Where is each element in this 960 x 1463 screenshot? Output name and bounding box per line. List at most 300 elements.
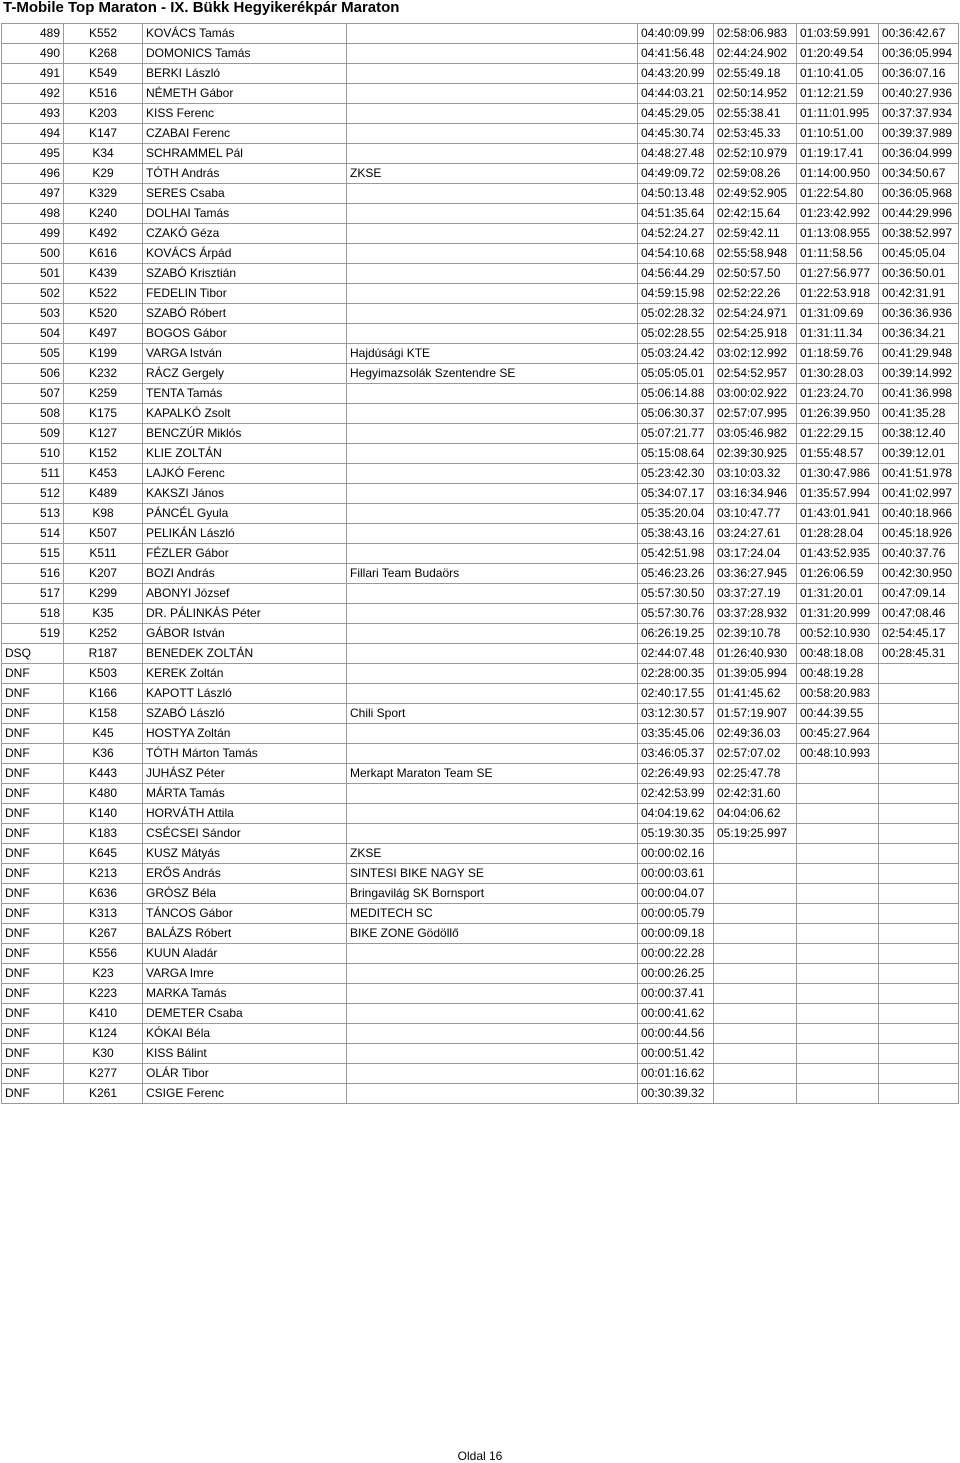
cell-team [347, 384, 638, 404]
cell-rider-name: TÓTH Márton Tamás [143, 744, 347, 764]
cell-rank: DNF [2, 684, 64, 704]
cell-split-2: 01:11:58.56 [797, 244, 879, 264]
cell-rank: 499 [2, 224, 64, 244]
cell-rider-name: DOMONICS Tamás [143, 44, 347, 64]
cell-split-2: 01:28:28.04 [797, 524, 879, 544]
cell-bib-number: K552 [64, 24, 143, 44]
cell-bib-number: K152 [64, 444, 143, 464]
cell-team [347, 1024, 638, 1044]
table-row [2, 464, 959, 484]
cell-split-1 [714, 944, 797, 964]
cell-split-3: 00:36:05.968 [879, 184, 959, 204]
cell-split-3: 00:39:14.992 [879, 364, 959, 384]
cell-rank: 494 [2, 124, 64, 144]
table-row [2, 224, 959, 244]
cell-split-1: 02:39:30.925 [714, 444, 797, 464]
cell-total-time: 05:57:30.76 [638, 604, 714, 624]
cell-bib-number: K147 [64, 124, 143, 144]
cell-split-2 [797, 924, 879, 944]
table-row [2, 1044, 959, 1064]
cell-split-2: 01:22:53.918 [797, 284, 879, 304]
cell-total-time: 06:26:19.25 [638, 624, 714, 644]
cell-team [347, 24, 638, 44]
cell-team [347, 124, 638, 144]
cell-rank: 491 [2, 64, 64, 84]
cell-split-2: 01:55:48.57 [797, 444, 879, 464]
cell-split-3 [879, 844, 959, 864]
table-row [2, 1064, 959, 1084]
cell-rank: DNF [2, 764, 64, 784]
cell-split-3 [879, 884, 959, 904]
cell-rider-name: KEREK Zoltán [143, 664, 347, 684]
cell-split-3: 00:38:52.997 [879, 224, 959, 244]
table-row [2, 504, 959, 524]
cell-team: Chili Sport [347, 704, 638, 724]
table-row [2, 664, 959, 684]
cell-split-2 [797, 1084, 879, 1104]
cell-split-3: 00:41:36.998 [879, 384, 959, 404]
cell-rank: DNF [2, 724, 64, 744]
cell-total-time: 04:45:29.05 [638, 104, 714, 124]
cell-team [347, 444, 638, 464]
table-row [2, 264, 959, 284]
cell-total-time: 02:40:17.55 [638, 684, 714, 704]
cell-split-1: 03:17:24.04 [714, 544, 797, 564]
cell-bib-number: K30 [64, 1044, 143, 1064]
cell-bib-number: K480 [64, 784, 143, 804]
cell-split-2: 01:23:42.992 [797, 204, 879, 224]
cell-rider-name: KISS Bálint [143, 1044, 347, 1064]
cell-total-time: 00:00:04.07 [638, 884, 714, 904]
cell-total-time: 04:44:03.21 [638, 84, 714, 104]
cell-bib-number: K556 [64, 944, 143, 964]
cell-rider-name: RÁCZ Gergely [143, 364, 347, 384]
cell-rider-name: BOGOS Gábor [143, 324, 347, 344]
cell-split-1: 02:57:07.995 [714, 404, 797, 424]
cell-bib-number: K140 [64, 804, 143, 824]
table-row [2, 904, 959, 924]
table-row [2, 984, 959, 1004]
table-row [2, 764, 959, 784]
cell-split-1 [714, 884, 797, 904]
cell-bib-number: K23 [64, 964, 143, 984]
cell-rank: 512 [2, 484, 64, 504]
cell-total-time: 00:00:22.28 [638, 944, 714, 964]
table-row [2, 324, 959, 344]
table-row [2, 1084, 959, 1104]
cell-split-1: 03:05:46.982 [714, 424, 797, 444]
cell-split-1: 02:59:08.26 [714, 164, 797, 184]
cell-bib-number: K199 [64, 344, 143, 364]
cell-split-1: 03:37:27.19 [714, 584, 797, 604]
cell-team: Fillari Team Budaörs [347, 564, 638, 584]
cell-split-2 [797, 824, 879, 844]
cell-rider-name: ERŐS András [143, 864, 347, 884]
cell-bib-number: K492 [64, 224, 143, 244]
table-row [2, 484, 959, 504]
cell-rank: 507 [2, 384, 64, 404]
cell-bib-number: K261 [64, 1084, 143, 1104]
cell-rider-name: MARKA Tamás [143, 984, 347, 1004]
table-row [2, 924, 959, 944]
cell-team: Merkapt Maraton Team SE [347, 764, 638, 784]
cell-split-1: 03:24:27.61 [714, 524, 797, 544]
cell-total-time: 02:28:00.35 [638, 664, 714, 684]
cell-rank: DNF [2, 744, 64, 764]
cell-rider-name: KÓKAI Béla [143, 1024, 347, 1044]
cell-split-1: 03:10:03.32 [714, 464, 797, 484]
results-body [2, 24, 959, 1104]
cell-bib-number: K203 [64, 104, 143, 124]
table-row [2, 964, 959, 984]
cell-total-time: 05:06:14.88 [638, 384, 714, 404]
cell-team [347, 1044, 638, 1064]
cell-total-time: 05:34:07.17 [638, 484, 714, 504]
cell-team: Hegyimazsolák Szentendre SE [347, 364, 638, 384]
cell-split-2: 01:10:51.00 [797, 124, 879, 144]
cell-total-time: 00:00:03.61 [638, 864, 714, 884]
cell-rider-name: KAPOTT László [143, 684, 347, 704]
cell-split-1: 02:25:47.78 [714, 764, 797, 784]
cell-total-time: 02:44:07.48 [638, 644, 714, 664]
cell-split-2: 01:20:49.54 [797, 44, 879, 64]
cell-rank: 513 [2, 504, 64, 524]
table-row [2, 884, 959, 904]
cell-rider-name: KISS Ferenc [143, 104, 347, 124]
cell-rank: 493 [2, 104, 64, 124]
cell-team [347, 244, 638, 264]
cell-split-2 [797, 844, 879, 864]
cell-split-3: 00:36:42.67 [879, 24, 959, 44]
cell-split-3: 00:45:05.04 [879, 244, 959, 264]
cell-rider-name: GRÓSZ Béla [143, 884, 347, 904]
cell-split-1 [714, 1024, 797, 1044]
cell-bib-number: K511 [64, 544, 143, 564]
table-row [2, 1004, 959, 1024]
cell-split-1: 01:39:05.994 [714, 664, 797, 684]
cell-bib-number: K489 [64, 484, 143, 504]
cell-bib-number: K223 [64, 984, 143, 1004]
cell-rank: 517 [2, 584, 64, 604]
cell-bib-number: K213 [64, 864, 143, 884]
table-row [2, 364, 959, 384]
cell-split-2: 01:30:47.986 [797, 464, 879, 484]
cell-split-3: 00:37:37.934 [879, 104, 959, 124]
cell-split-3: 00:42:31.91 [879, 284, 959, 304]
cell-rank: 518 [2, 604, 64, 624]
cell-team [347, 684, 638, 704]
cell-rider-name: TENTA Tamás [143, 384, 347, 404]
cell-rank: 497 [2, 184, 64, 204]
cell-total-time: 00:00:26.25 [638, 964, 714, 984]
table-row [2, 344, 959, 364]
table-row [2, 744, 959, 764]
cell-rank: 503 [2, 304, 64, 324]
cell-split-1: 02:42:31.60 [714, 784, 797, 804]
cell-team [347, 824, 638, 844]
cell-total-time: 05:57:30.50 [638, 584, 714, 604]
cell-bib-number: K507 [64, 524, 143, 544]
table-row [2, 304, 959, 324]
cell-bib-number: K503 [64, 664, 143, 684]
table-row [2, 104, 959, 124]
cell-rider-name: MÁRTA Tamás [143, 784, 347, 804]
cell-rank: 508 [2, 404, 64, 424]
cell-rank: DNF [2, 1064, 64, 1084]
cell-split-1: 01:41:45.62 [714, 684, 797, 704]
table-row [2, 244, 959, 264]
cell-split-2: 01:23:24.70 [797, 384, 879, 404]
cell-team: ZKSE [347, 844, 638, 864]
cell-total-time: 05:46:23.26 [638, 564, 714, 584]
cell-split-2: 00:48:19.28 [797, 664, 879, 684]
cell-split-3: 00:36:50.01 [879, 264, 959, 284]
cell-split-2 [797, 884, 879, 904]
cell-team [347, 1084, 638, 1104]
cell-rank: 489 [2, 24, 64, 44]
cell-rider-name: KOVÁCS Tamás [143, 24, 347, 44]
cell-split-2 [797, 864, 879, 884]
cell-total-time: 04:54:10.68 [638, 244, 714, 264]
cell-rank: 492 [2, 84, 64, 104]
cell-rider-name: LAJKÓ Ferenc [143, 464, 347, 484]
cell-rider-name: SZABÓ László [143, 704, 347, 724]
cell-rider-name: JUHÁSZ Péter [143, 764, 347, 784]
cell-total-time: 04:52:24.27 [638, 224, 714, 244]
cell-split-3: 00:38:12.40 [879, 424, 959, 444]
cell-rider-name: KLIE ZOLTÁN [143, 444, 347, 464]
cell-rank: 501 [2, 264, 64, 284]
cell-total-time: 04:45:30.74 [638, 124, 714, 144]
cell-split-2: 01:14:00.950 [797, 164, 879, 184]
cell-split-1: 02:57:07.02 [714, 744, 797, 764]
cell-rider-name: HORVÁTH Attila [143, 804, 347, 824]
table-row [2, 164, 959, 184]
cell-rank: 510 [2, 444, 64, 464]
cell-split-2: 01:26:06.59 [797, 564, 879, 584]
cell-bib-number: K439 [64, 264, 143, 284]
cell-split-2: 00:48:18.08 [797, 644, 879, 664]
cell-rider-name: SERES Csaba [143, 184, 347, 204]
cell-total-time: 02:26:49.93 [638, 764, 714, 784]
cell-rider-name: CSÉCSEI Sándor [143, 824, 347, 844]
cell-rider-name: BOZI András [143, 564, 347, 584]
cell-split-1: 02:42:15.64 [714, 204, 797, 224]
cell-split-2: 01:30:28.03 [797, 364, 879, 384]
cell-rank: DNF [2, 864, 64, 884]
cell-total-time: 05:23:42.30 [638, 464, 714, 484]
cell-rank: DNF [2, 944, 64, 964]
cell-bib-number: K520 [64, 304, 143, 324]
cell-team [347, 604, 638, 624]
cell-team [347, 724, 638, 744]
cell-rank: DSQ [2, 644, 64, 664]
cell-total-time: 00:00:41.62 [638, 1004, 714, 1024]
cell-rank: 504 [2, 324, 64, 344]
cell-total-time: 04:43:20.99 [638, 64, 714, 84]
cell-team [347, 784, 638, 804]
table-row [2, 544, 959, 564]
cell-bib-number: K207 [64, 564, 143, 584]
cell-split-1: 03:36:27.945 [714, 564, 797, 584]
cell-split-3 [879, 784, 959, 804]
cell-total-time: 00:00:44.56 [638, 1024, 714, 1044]
cell-split-3: 00:47:08.46 [879, 604, 959, 624]
cell-team [347, 524, 638, 544]
cell-split-1: 02:55:49.18 [714, 64, 797, 84]
cell-rank: DNF [2, 824, 64, 844]
cell-rider-name: DOLHAI Tamás [143, 204, 347, 224]
cell-split-1: 02:52:22.26 [714, 284, 797, 304]
cell-rider-name: SCHRAMMEL Pál [143, 144, 347, 164]
cell-split-2 [797, 1064, 879, 1084]
cell-team [347, 324, 638, 344]
cell-total-time: 05:06:30.37 [638, 404, 714, 424]
cell-split-3: 00:39:37.989 [879, 124, 959, 144]
table-row [2, 124, 959, 144]
cell-split-1 [714, 1044, 797, 1064]
table-row [2, 44, 959, 64]
cell-split-2: 01:18:59.76 [797, 344, 879, 364]
cell-rider-name: BENCZÚR Miklós [143, 424, 347, 444]
cell-rank: DNF [2, 784, 64, 804]
cell-team: BIKE ZONE Gödöllő [347, 924, 638, 944]
table-row [2, 144, 959, 164]
table-row [2, 64, 959, 84]
cell-team [347, 424, 638, 444]
cell-split-2: 01:31:20.01 [797, 584, 879, 604]
cell-split-3 [879, 1004, 959, 1024]
cell-split-3 [879, 824, 959, 844]
cell-bib-number: K35 [64, 604, 143, 624]
cell-total-time: 04:41:56.48 [638, 44, 714, 64]
table-row [2, 84, 959, 104]
cell-split-3 [879, 904, 959, 924]
cell-split-2: 01:19:17.41 [797, 144, 879, 164]
cell-total-time: 00:00:51.42 [638, 1044, 714, 1064]
cell-rider-name: OLÁR Tibor [143, 1064, 347, 1084]
cell-total-time: 05:07:21.77 [638, 424, 714, 444]
cell-total-time: 04:51:35.64 [638, 204, 714, 224]
cell-split-3 [879, 1024, 959, 1044]
cell-split-1 [714, 924, 797, 944]
table-row [2, 24, 959, 44]
cell-split-3: 00:36:36.936 [879, 304, 959, 324]
cell-team [347, 464, 638, 484]
cell-rider-name: FEDELIN Tibor [143, 284, 347, 304]
cell-split-3: 00:41:29.948 [879, 344, 959, 364]
cell-split-2 [797, 1004, 879, 1024]
table-row [2, 404, 959, 424]
cell-team [347, 644, 638, 664]
cell-split-3: 00:47:09.14 [879, 584, 959, 604]
table-row [2, 444, 959, 464]
cell-split-2: 01:10:41.05 [797, 64, 879, 84]
cell-rider-name: DEMETER Csaba [143, 1004, 347, 1024]
cell-bib-number: K29 [64, 164, 143, 184]
cell-rank: 509 [2, 424, 64, 444]
cell-split-1 [714, 864, 797, 884]
cell-team [347, 984, 638, 1004]
cell-bib-number: K453 [64, 464, 143, 484]
cell-total-time: 02:42:53.99 [638, 784, 714, 804]
cell-bib-number: K36 [64, 744, 143, 764]
cell-split-2: 01:35:57.994 [797, 484, 879, 504]
table-row [2, 844, 959, 864]
cell-split-3: 00:40:37.76 [879, 544, 959, 564]
cell-rider-name: ABONYI József [143, 584, 347, 604]
cell-total-time: 03:46:05.37 [638, 744, 714, 764]
cell-rider-name: VARGA István [143, 344, 347, 364]
cell-bib-number: K124 [64, 1024, 143, 1044]
cell-total-time: 00:30:39.32 [638, 1084, 714, 1104]
cell-rank: DNF [2, 1004, 64, 1024]
cell-total-time: 05:02:28.32 [638, 304, 714, 324]
cell-split-2 [797, 964, 879, 984]
cell-bib-number: K34 [64, 144, 143, 164]
cell-split-1: 02:55:38.41 [714, 104, 797, 124]
cell-split-3: 02:54:45.17 [879, 624, 959, 644]
cell-split-1: 02:50:57.50 [714, 264, 797, 284]
cell-team [347, 1064, 638, 1084]
cell-split-2: 01:31:09.69 [797, 304, 879, 324]
cell-split-2 [797, 904, 879, 924]
cell-rank: 490 [2, 44, 64, 64]
cell-total-time: 05:42:51.98 [638, 544, 714, 564]
cell-split-1: 02:50:14.952 [714, 84, 797, 104]
cell-split-3: 00:41:51.978 [879, 464, 959, 484]
results-table [1, 23, 959, 1104]
cell-split-3 [879, 1084, 959, 1104]
cell-total-time: 03:35:45.06 [638, 724, 714, 744]
cell-split-1: 02:54:25.918 [714, 324, 797, 344]
cell-bib-number: K252 [64, 624, 143, 644]
table-row [2, 944, 959, 964]
cell-split-1: 03:37:28.932 [714, 604, 797, 624]
cell-rider-name: SZABÓ Krisztián [143, 264, 347, 284]
cell-total-time: 05:02:28.55 [638, 324, 714, 344]
cell-team [347, 624, 638, 644]
cell-split-1: 03:00:02.922 [714, 384, 797, 404]
cell-bib-number: K158 [64, 704, 143, 724]
cell-rank: DNF [2, 904, 64, 924]
cell-rank: DNF [2, 664, 64, 684]
cell-bib-number: K259 [64, 384, 143, 404]
cell-rank: 500 [2, 244, 64, 264]
cell-team [347, 584, 638, 604]
cell-team [347, 404, 638, 424]
cell-rider-name: BENEDEK ZOLTÁN [143, 644, 347, 664]
cell-split-2: 00:48:10.993 [797, 744, 879, 764]
cell-split-2: 01:26:39.950 [797, 404, 879, 424]
table-row [2, 824, 959, 844]
cell-split-2: 00:58:20.983 [797, 684, 879, 704]
cell-total-time: 04:59:15.98 [638, 284, 714, 304]
cell-bib-number: K497 [64, 324, 143, 344]
cell-split-2: 01:13:08.955 [797, 224, 879, 244]
cell-bib-number: K267 [64, 924, 143, 944]
cell-team [347, 944, 638, 964]
cell-split-3 [879, 984, 959, 1004]
cell-split-1: 01:57:19.907 [714, 704, 797, 724]
cell-team [347, 44, 638, 64]
cell-total-time: 05:15:08.64 [638, 444, 714, 464]
cell-bib-number: K313 [64, 904, 143, 924]
cell-split-1: 02:54:24.971 [714, 304, 797, 324]
cell-split-3: 00:40:27.936 [879, 84, 959, 104]
cell-rank: 506 [2, 364, 64, 384]
cell-split-2: 00:45:27.964 [797, 724, 879, 744]
